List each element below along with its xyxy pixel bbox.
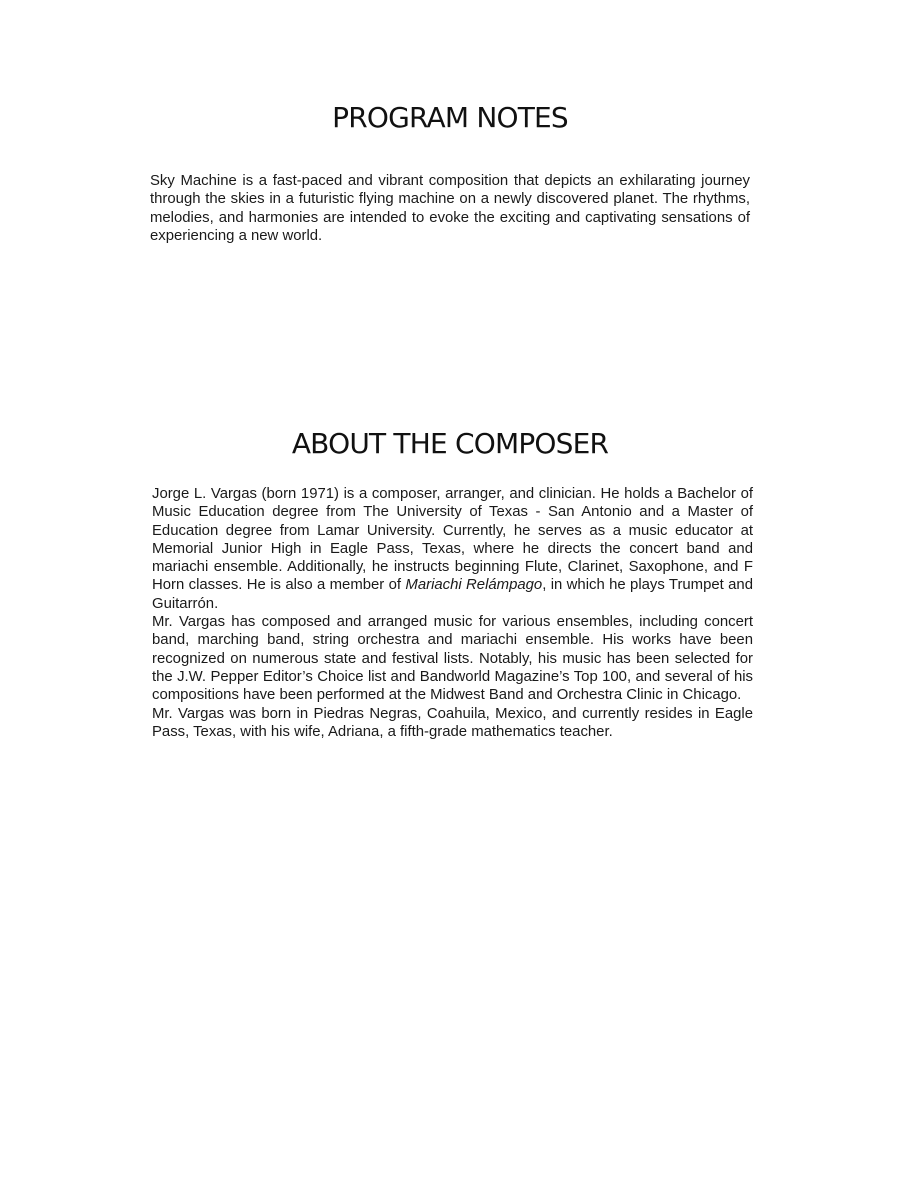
program-notes-heading: PROGRAM NOTES xyxy=(332,101,568,134)
biography-paragraph-1-intro: Jorge L. Vargas (born 1971) is a composer, arranger, and clinician. He holds a Bachelor of Music Education degree from The University of Texas - San Antonio and a Master of Education degree from Lamar University. Currently, he serves as a music educator at Memorial Junior High in Eagle Pass, Texas, where he directs the concert band and mariachi ensemble. Additionally, he instructs beginning Flute, Clarinet, Saxophone, and F Horn classes. He is also a member of xyxy=(152,486,753,594)
biography-paragraph-1-end: , in which he plays Trumpet and Guitarrón. xyxy=(152,577,754,612)
biography-paragraph-1 xyxy=(152,485,753,613)
about-composer-heading: ABOUT THE COMPOSER xyxy=(291,427,609,460)
biography-paragraph-3: Mr. Vargas was born in Piedras Negras, Coahuila, Mexico, and currently resides in Eagle Pass, Texas, with his wife, Adriana, a fifth-grade mathematics teacher. xyxy=(152,705,753,740)
program-notes-text: Sky Machine is a fast-paced and vibrant composition that depicts an exhilarating journey through the skies in a futuristic flying machine on a newly discovered planet. The rhythms, melodies, and harmonies are intended to evoke the exciting and captivating sensations of experiencing a new world. xyxy=(150,173,750,244)
biography-paragraph-2: Mr. Vargas has composed and arranged music for various ensembles, including concert band, marching band, string orchestra and mariachi ensemble. His works have been recognized on numerous state and festival lists. Notably, his music has been selected for the J.W. Pepper Editor’s Choice list and Bandworld Magazine’s Top 100, and several of his compositions have been performed at the Midwest Band and Orchestra Clinic in Chicago. xyxy=(152,614,753,704)
composer-biography xyxy=(152,485,753,741)
ensemble-name: Mariachi Relámpago xyxy=(405,577,543,594)
